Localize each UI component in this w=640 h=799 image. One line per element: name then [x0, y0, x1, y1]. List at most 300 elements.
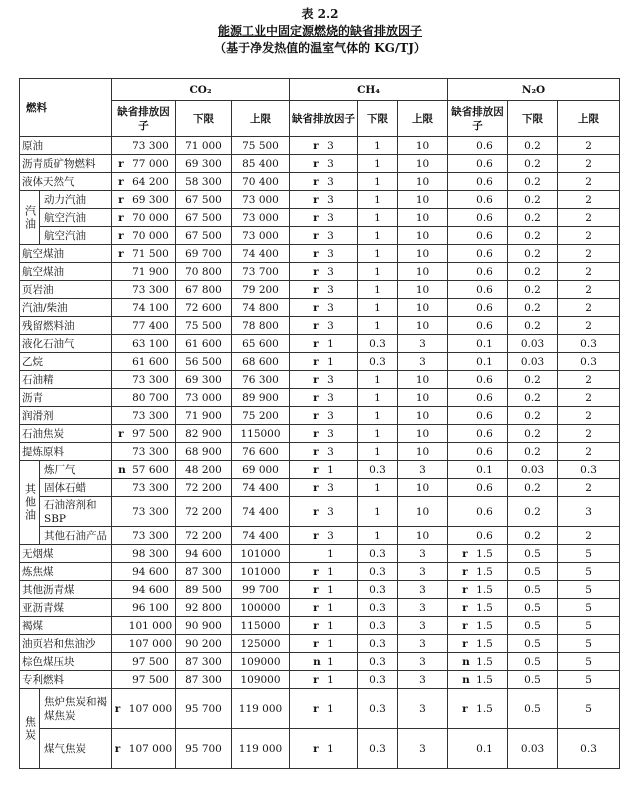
table-row: [20, 335, 620, 353]
ch4-lower-limit: 0.3: [358, 545, 398, 563]
ch4-lower-limit: 1: [358, 281, 398, 299]
co2-default-factor: [112, 353, 176, 371]
n2o-lower-limit: 0.03: [508, 353, 558, 371]
revision-flag: r: [118, 193, 124, 206]
n2o-lower-limit: 0.2: [508, 173, 558, 191]
factor-value: 107 000: [128, 702, 173, 715]
n2o-default-factor: [448, 191, 508, 209]
fuel-name: 液化石油气: [20, 335, 112, 353]
co2-upper-limit: 100000: [232, 599, 290, 617]
co2-default-factor: [112, 191, 176, 209]
factor-value: 71 900: [132, 265, 169, 278]
group-label: 汽油: [20, 191, 40, 245]
table-row: [20, 353, 620, 371]
factor-value: 1.5: [476, 619, 493, 632]
n2o-default-factor: [448, 545, 508, 563]
co2-upper-limit: 76 300: [232, 371, 290, 389]
n2o-upper-limit: 3: [558, 497, 620, 527]
co2-lower-limit: 70 800: [176, 263, 232, 281]
ch4-default-factor: [290, 263, 358, 281]
revision-flag: r: [462, 637, 468, 650]
factor-value: 1: [327, 355, 334, 368]
header-ch4-default-factor: 缺省排放因子: [290, 101, 358, 137]
co2-default-factor: [112, 461, 176, 479]
n2o-upper-limit: 2: [558, 137, 620, 155]
revision-flag: r: [118, 247, 124, 260]
revision-flag: r: [313, 583, 319, 596]
ch4-upper-limit: 10: [398, 299, 448, 317]
n2o-default-factor: [448, 281, 508, 299]
co2-upper-limit: 85 400: [232, 155, 290, 173]
factor-value: 1: [327, 637, 334, 650]
revision-flag: r: [313, 355, 319, 368]
revision-flag: r: [313, 139, 319, 152]
ch4-upper-limit: 10: [398, 407, 448, 425]
ch4-default-factor: [290, 299, 358, 317]
n2o-lower-limit: 0.2: [508, 425, 558, 443]
ch4-upper-limit: 10: [398, 443, 448, 461]
fuel-name: 油页岩和焦油沙: [20, 635, 112, 653]
n2o-default-factor: [448, 617, 508, 635]
revision-flag: r: [313, 637, 319, 650]
revision-flag: r: [118, 175, 124, 188]
n2o-upper-limit: 5: [558, 617, 620, 635]
table-row: [20, 191, 620, 209]
factor-value: 1: [327, 619, 334, 632]
ch4-upper-limit: 3: [398, 635, 448, 653]
revision-flag: r: [313, 673, 319, 686]
ch4-default-factor: [290, 425, 358, 443]
n2o-upper-limit: 2: [558, 191, 620, 209]
table-row: [20, 227, 620, 245]
ch4-default-factor: [290, 461, 358, 479]
table-row: [20, 527, 620, 545]
fuel-name: 动力汽油: [40, 191, 112, 209]
n2o-lower-limit: 0.5: [508, 617, 558, 635]
ch4-default-factor: [290, 191, 358, 209]
factor-value: 73 300: [132, 283, 169, 296]
n2o-default-factor: [448, 371, 508, 389]
revision-flag: r: [462, 702, 468, 715]
fuel-name: 航空汽油: [40, 227, 112, 245]
ch4-upper-limit: 3: [398, 563, 448, 581]
co2-default-factor: [112, 443, 176, 461]
n2o-default-factor: [448, 263, 508, 281]
n2o-upper-limit: 2: [558, 407, 620, 425]
n2o-default-factor: [448, 389, 508, 407]
revision-flag: r: [313, 247, 319, 260]
table-row: [20, 599, 620, 617]
ch4-lower-limit: 0.3: [358, 671, 398, 689]
ch4-default-factor: [290, 245, 358, 263]
co2-lower-limit: 56 500: [176, 353, 232, 371]
table-row: [20, 461, 620, 479]
n2o-lower-limit: 0.5: [508, 689, 558, 729]
ch4-upper-limit: 10: [398, 209, 448, 227]
ch4-default-factor: [290, 497, 358, 527]
factor-value: 3: [327, 301, 334, 314]
factor-value: 1: [327, 547, 334, 560]
header-co2: CO₂: [112, 79, 290, 101]
ch4-upper-limit: 3: [398, 581, 448, 599]
ch4-upper-limit: 10: [398, 317, 448, 335]
co2-lower-limit: 72 200: [176, 527, 232, 545]
factor-value: 1: [327, 337, 334, 350]
n2o-default-factor: [448, 443, 508, 461]
ch4-upper-limit: 10: [398, 227, 448, 245]
n2o-default-factor: [448, 227, 508, 245]
n2o-lower-limit: 0.2: [508, 245, 558, 263]
factor-value: 94 600: [132, 583, 169, 596]
co2-default-factor: [112, 227, 176, 245]
n2o-default-factor: [448, 137, 508, 155]
factor-value: 73 300: [132, 481, 169, 494]
factor-value: 61 600: [132, 355, 169, 368]
co2-lower-limit: 94 600: [176, 545, 232, 563]
revision-flag: n: [118, 463, 126, 476]
factor-value: 77 000: [132, 157, 169, 170]
ch4-upper-limit: 10: [398, 389, 448, 407]
n2o-default-factor: [448, 245, 508, 263]
table-row: [20, 479, 620, 497]
factor-value: 64 200: [132, 175, 169, 188]
factor-value: 0.6: [476, 211, 493, 224]
factor-value: 3: [327, 175, 334, 188]
revision-flag: r: [114, 742, 121, 755]
revision-flag: r: [313, 445, 319, 458]
co2-default-factor: [112, 155, 176, 173]
co2-lower-limit: 72 200: [176, 479, 232, 497]
factor-value: 73 300: [132, 505, 169, 518]
ch4-default-factor: [290, 527, 358, 545]
co2-lower-limit: 69 300: [176, 371, 232, 389]
factor-value: 1.5: [476, 565, 493, 578]
revision-flag: r: [313, 529, 319, 542]
co2-lower-limit: 67 800: [176, 281, 232, 299]
ch4-upper-limit: 3: [398, 671, 448, 689]
group-label: 其他油: [20, 461, 40, 545]
factor-value: 98 300: [132, 547, 169, 560]
ch4-default-factor: [290, 209, 358, 227]
co2-upper-limit: 101000: [232, 545, 290, 563]
ch4-lower-limit: 0.3: [358, 563, 398, 581]
revision-flag: n: [313, 655, 321, 668]
co2-upper-limit: 74 400: [232, 479, 290, 497]
table-row: [20, 497, 620, 527]
n2o-lower-limit: 0.2: [508, 317, 558, 335]
fuel-name: 专利燃料: [20, 671, 112, 689]
revision-flag: r: [313, 193, 319, 206]
n2o-default-factor: [448, 689, 508, 729]
ch4-lower-limit: 0.3: [358, 461, 398, 479]
ch4-upper-limit: 10: [398, 263, 448, 281]
n2o-lower-limit: 0.2: [508, 371, 558, 389]
ch4-default-factor: [290, 689, 358, 729]
table-row: [20, 545, 620, 563]
n2o-upper-limit: 0.3: [558, 729, 620, 769]
ch4-default-factor: [290, 617, 358, 635]
table-subtitle: （基于净发热值的温室气体的 KG/TJ）: [214, 41, 426, 55]
table-number: 表 2.2: [301, 7, 339, 21]
ch4-default-factor: [290, 407, 358, 425]
co2-lower-limit: 87 300: [176, 563, 232, 581]
table-row: [20, 263, 620, 281]
co2-default-factor: [112, 729, 176, 769]
revision-flag: n: [462, 673, 470, 686]
ch4-upper-limit: 10: [398, 281, 448, 299]
emission-factor-table: [19, 78, 620, 769]
co2-default-factor: [112, 299, 176, 317]
co2-upper-limit: 74 400: [232, 245, 290, 263]
co2-lower-limit: 67 500: [176, 191, 232, 209]
fuel-name: 残留燃料油: [20, 317, 112, 335]
factor-value: 1: [327, 601, 334, 614]
factor-value: 3: [327, 157, 334, 170]
factor-value: 0.6: [476, 193, 493, 206]
n2o-lower-limit: 0.2: [508, 479, 558, 497]
table-row: [20, 317, 620, 335]
ch4-default-factor: [290, 173, 358, 191]
n2o-default-factor: [448, 671, 508, 689]
n2o-lower-limit: 0.03: [508, 461, 558, 479]
ch4-lower-limit: 1: [358, 209, 398, 227]
ch4-default-factor: [290, 479, 358, 497]
factor-value: 71 500: [132, 247, 169, 260]
co2-default-factor: [112, 617, 176, 635]
co2-default-factor: [112, 563, 176, 581]
revision-flag: r: [313, 742, 319, 755]
group-label: 焦炭: [20, 689, 40, 769]
fuel-name: 乙烷: [20, 353, 112, 371]
co2-upper-limit: 68 600: [232, 353, 290, 371]
revision-flag: r: [313, 702, 319, 715]
header-co2-upper-limit: 上限: [232, 101, 290, 137]
n2o-lower-limit: 0.5: [508, 563, 558, 581]
n2o-lower-limit: 0.5: [508, 635, 558, 653]
co2-lower-limit: 67 500: [176, 209, 232, 227]
table-row: [20, 155, 620, 173]
factor-value: 107 000: [128, 637, 173, 650]
factor-value: 69 300: [132, 193, 169, 206]
co2-upper-limit: 119 000: [232, 689, 290, 729]
n2o-lower-limit: 0.2: [508, 389, 558, 407]
co2-upper-limit: 65 600: [232, 335, 290, 353]
revision-flag: r: [313, 391, 319, 404]
table-row: [20, 671, 620, 689]
fuel-name: 无烟煤: [20, 545, 112, 563]
ch4-default-factor: [290, 545, 358, 563]
fuel-name: 汽油/柴油: [20, 299, 112, 317]
header-co2-lower-limit: 下限: [176, 101, 232, 137]
factor-value: 1.5: [476, 702, 493, 715]
factor-value: 77 400: [132, 319, 169, 332]
factor-value: 0.6: [476, 265, 493, 278]
fuel-name: 液体天然气: [20, 173, 112, 191]
revision-flag: r: [462, 583, 468, 596]
ch4-lower-limit: 1: [358, 137, 398, 155]
n2o-lower-limit: 0.2: [508, 263, 558, 281]
revision-flag: r: [313, 427, 319, 440]
n2o-lower-limit: 0.2: [508, 527, 558, 545]
table-row: [20, 173, 620, 191]
ch4-default-factor: [290, 671, 358, 689]
factor-value: 0.6: [476, 139, 493, 152]
co2-upper-limit: 75 200: [232, 407, 290, 425]
factor-value: 70 000: [132, 229, 169, 242]
ch4-lower-limit: 1: [358, 389, 398, 407]
ch4-default-factor: [290, 335, 358, 353]
factor-value: 0.6: [476, 409, 493, 422]
ch4-default-factor: [290, 155, 358, 173]
factor-value: 3: [327, 229, 334, 242]
factor-value: 73 300: [132, 445, 169, 458]
n2o-upper-limit: 5: [558, 545, 620, 563]
n2o-lower-limit: 0.5: [508, 653, 558, 671]
factor-value: 3: [327, 283, 334, 296]
revision-flag: r: [313, 283, 319, 296]
n2o-default-factor: [448, 155, 508, 173]
n2o-lower-limit: 0.2: [508, 407, 558, 425]
n2o-upper-limit: 2: [558, 209, 620, 227]
co2-default-factor: [112, 263, 176, 281]
n2o-upper-limit: 2: [558, 281, 620, 299]
ch4-lower-limit: 1: [358, 155, 398, 173]
co2-lower-limit: 71 000: [176, 137, 232, 155]
co2-lower-limit: 71 900: [176, 407, 232, 425]
revision-flag: r: [118, 229, 124, 242]
co2-lower-limit: 48 200: [176, 461, 232, 479]
table-row: [20, 389, 620, 407]
ch4-lower-limit: 0.3: [358, 689, 398, 729]
n2o-default-factor: [448, 599, 508, 617]
n2o-upper-limit: 2: [558, 263, 620, 281]
n2o-upper-limit: 2: [558, 245, 620, 263]
ch4-default-factor: [290, 443, 358, 461]
co2-upper-limit: 109000: [232, 653, 290, 671]
ch4-upper-limit: 3: [398, 617, 448, 635]
factor-value: 70 000: [132, 211, 169, 224]
co2-lower-limit: 87 300: [176, 653, 232, 671]
factor-value: 1: [327, 742, 334, 755]
n2o-lower-limit: 0.2: [508, 137, 558, 155]
ch4-upper-limit: 3: [398, 353, 448, 371]
factor-value: 1: [327, 673, 334, 686]
co2-default-factor: [112, 317, 176, 335]
revision-flag: r: [313, 301, 319, 314]
co2-default-factor: [112, 527, 176, 545]
n2o-default-factor: [448, 479, 508, 497]
ch4-upper-limit: 10: [398, 137, 448, 155]
factor-value: 3: [327, 139, 334, 152]
factor-value: 0.6: [476, 427, 493, 440]
table-row: [20, 635, 620, 653]
header-co2-default-factor: 缺省排放因子: [112, 101, 176, 137]
factor-value: 73 300: [132, 529, 169, 542]
n2o-upper-limit: 2: [558, 155, 620, 173]
header-ch4-upper-limit: 上限: [398, 101, 448, 137]
factor-value: 73 300: [132, 139, 169, 152]
n2o-upper-limit: 5: [558, 671, 620, 689]
n2o-lower-limit: 0.2: [508, 227, 558, 245]
table-row: [20, 281, 620, 299]
fuel-name: 石油精: [20, 371, 112, 389]
factor-value: 0.1: [476, 463, 493, 476]
n2o-upper-limit: 2: [558, 425, 620, 443]
factor-value: 3: [327, 319, 334, 332]
co2-upper-limit: 89 900: [232, 389, 290, 407]
factor-value: 1: [327, 655, 334, 668]
factor-value: 96 100: [132, 601, 169, 614]
co2-default-factor: [112, 599, 176, 617]
ch4-default-factor: [290, 317, 358, 335]
ch4-default-factor: [290, 371, 358, 389]
revision-flag: r: [313, 175, 319, 188]
n2o-default-factor: [448, 563, 508, 581]
co2-lower-limit: 90 200: [176, 635, 232, 653]
co2-default-factor: [112, 173, 176, 191]
co2-upper-limit: 125000: [232, 635, 290, 653]
ch4-lower-limit: 0.3: [358, 335, 398, 353]
ch4-lower-limit: 1: [358, 425, 398, 443]
ch4-lower-limit: 1: [358, 371, 398, 389]
factor-value: 3: [327, 391, 334, 404]
factor-value: 3: [327, 211, 334, 224]
co2-lower-limit: 73 000: [176, 389, 232, 407]
ch4-upper-limit: 10: [398, 527, 448, 545]
factor-value: 74 100: [132, 301, 169, 314]
fuel-name: 润滑剂: [20, 407, 112, 425]
revision-flag: r: [462, 619, 468, 632]
ch4-lower-limit: 0.3: [358, 617, 398, 635]
factor-value: 94 600: [132, 565, 169, 578]
table-row: [20, 137, 620, 155]
table-row: [20, 425, 620, 443]
revision-flag: r: [313, 505, 319, 518]
co2-lower-limit: 72 600: [176, 299, 232, 317]
factor-value: 3: [327, 247, 334, 260]
revision-flag: r: [118, 157, 124, 170]
fuel-name: 炼焦煤: [20, 563, 112, 581]
factor-value: 3: [327, 427, 334, 440]
fuel-name: 褐煤: [20, 617, 112, 635]
factor-value: 0.1: [476, 742, 493, 755]
factor-value: 0.6: [476, 391, 493, 404]
n2o-lower-limit: 0.2: [508, 155, 558, 173]
ch4-upper-limit: 10: [398, 371, 448, 389]
table-row: [20, 617, 620, 635]
ch4-default-factor: [290, 389, 358, 407]
ch4-lower-limit: 1: [358, 497, 398, 527]
table-row: [20, 299, 620, 317]
header-n2o-upper-limit: 上限: [558, 101, 620, 137]
revision-flag: r: [462, 601, 468, 614]
revision-flag: r: [313, 337, 319, 350]
co2-lower-limit: 61 600: [176, 335, 232, 353]
co2-default-factor: [112, 653, 176, 671]
n2o-default-factor: [448, 209, 508, 227]
co2-upper-limit: 99 700: [232, 581, 290, 599]
co2-lower-limit: 69 700: [176, 245, 232, 263]
co2-upper-limit: 70 400: [232, 173, 290, 191]
n2o-lower-limit: 0.2: [508, 497, 558, 527]
ch4-default-factor: [290, 599, 358, 617]
ch4-lower-limit: 1: [358, 263, 398, 281]
ch4-upper-limit: 10: [398, 191, 448, 209]
fuel-name: 原油: [20, 137, 112, 155]
co2-lower-limit: 95 700: [176, 729, 232, 769]
co2-upper-limit: 73 000: [232, 209, 290, 227]
ch4-lower-limit: 0.3: [358, 353, 398, 371]
